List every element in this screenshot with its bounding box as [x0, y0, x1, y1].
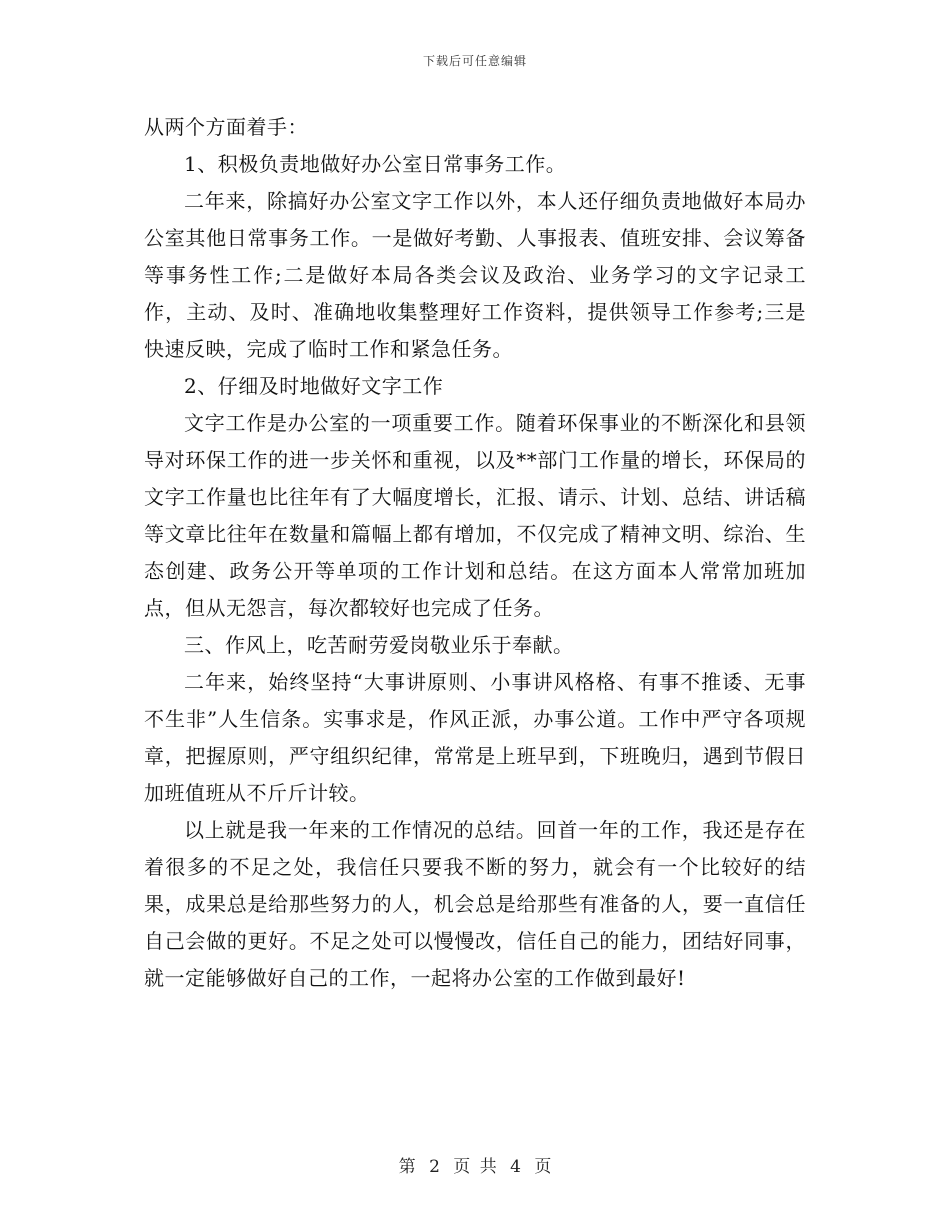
page-footer	[0, 1152, 950, 1177]
document-body	[144, 109, 806, 997]
footer-suffix: 页	[534, 1157, 552, 1177]
paragraph-3: 二年来，除搞好办公室文字工作以外，本人还仔细负责地做好本局办公室其他日常事务工作。一是做好考勤、人事报表、值班安排、会议筹备等事务性工作;二是做好本局各类会议及政治、业务学习的文字记录工作，主动、及时、准确地收集整理好工作资料，提供领导工作参考;三是快速反映，完成了临时工作和紧急任务。	[144, 189, 806, 361]
page-header: 下载后可任意编辑	[422, 54, 527, 68]
paragraph-7: 二年来，始终坚持“大事讲原则、小事讲风格格、有事不推诿、无事不生非”人生信条。实事求是，作风正派，办事公道。工作中严守各项规章，把握原则，严守组织纪律，常常是上班早到，下班晚归，遇到节假日加班值班从不斤斤计较。	[144, 670, 806, 805]
paragraph-4: 2、仔细及时地做好文字工作	[184, 374, 444, 398]
footer-middle: 页 共	[453, 1157, 497, 1177]
paragraph-2: 1、积极负责地做好办公室日常事务工作。	[184, 152, 567, 176]
footer-current-page: 2	[429, 1157, 440, 1177]
footer-prefix: 第	[398, 1157, 416, 1177]
paragraph-1: 从两个方面着手：	[144, 115, 308, 139]
paragraph-8: 以上就是我一年来的工作情况的总结。回首一年的工作，我还是存在着很多的不足之处，我信任只要我不断的努力，就会有一个比较好的结果，成果总是给那些努力的人，机会总是给那些有准备的人，要一直信任自己会做的更好。不足之处可以慢慢改，信任自己的能力，团结好同事，就一定能够做好自己的工作，一起将办公室的工作做到最好!	[144, 818, 806, 990]
paragraph-6: 三、作风上，吃苦耐劳爱岗敬业乐于奉献。	[184, 633, 574, 657]
paragraph-5: 文字工作是办公室的一项重要工作。随着环保事业的不断深化和县领导对环保工作的进一步关怀和重视，以及**部门工作量的增长，环保局的文字工作量也比往年有了大幅度增长，汇报、请示、计划、总结、讲话稿等文章比往年在数量和篇幅上都有增加，不仅完成了精神文明、综治、生态创建、政务公开等单项的工作计划和总结。在这方面本人常常加班加点，但从无怨言，每次都较好也完成了任务。	[144, 411, 806, 620]
footer-total-pages: 4	[510, 1157, 521, 1177]
